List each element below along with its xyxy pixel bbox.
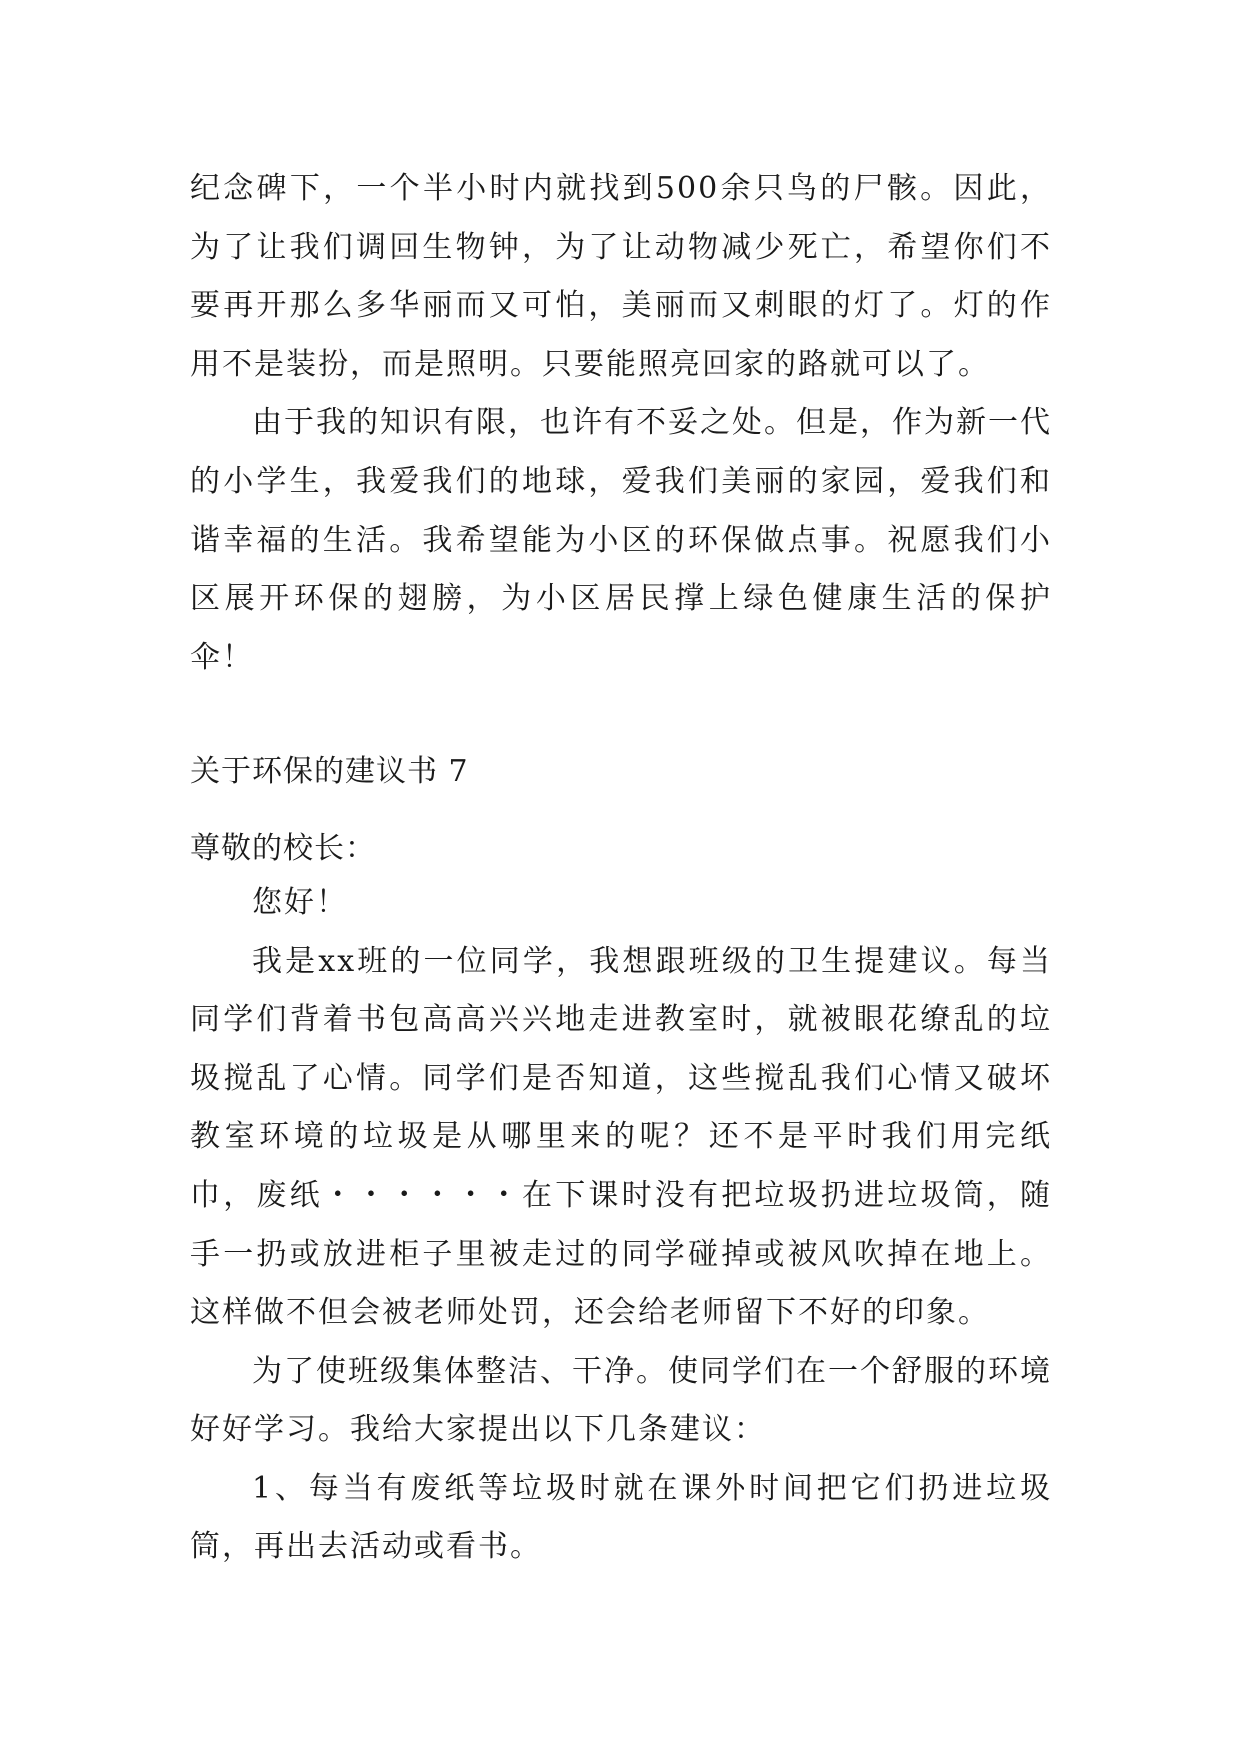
letter-paragraph-1: 我是xx班的一位同学，我想跟班级的卫生提建议。每当同学们背着书包高高兴兴地走进教室时，就被眼花缭乱的垃圾搅乱了心情。同学们是否知道，这些搅乱我们心情又破坏教室环境的垃圾是从哪里来的呢？还不是平时我们用完纸巾，废纸・・・・・・在下课时没有把垃圾扔进垃圾筒，随手一扔或放进柜子里被走过的同学碰掉或被风吹掉在地上。这样做不但会被老师处罚，还会给老师留下不好的印象。 (190, 943, 1052, 1331)
letter-greeting: 您好！ (252, 884, 348, 920)
section-gap (190, 687, 1052, 746)
previous-letter-paragraph-1: 纪念碑下，一个半小时内就找到500余只鸟的尸骸。因此，为了让我们调回生物钟，为了让动物减少死亡，希望你们不要再开那么多华丽而又可怕，美丽而又刺眼的灯了。灯的作用不是装扮，而是照明。只要能照亮回家的路就可以了。 (190, 171, 1052, 382)
letter-paragraph-2: 为了使班级集体整洁、干净。使同学们在一个舒服的环境好好学习。我给大家提出以下几条建议： (190, 1353, 1052, 1448)
letter-title: 关于环保的建议书 7 (190, 753, 469, 789)
letter-salutation: 尊敬的校长： (190, 830, 376, 866)
document-body (190, 160, 1052, 1577)
letter-paragraph-3: 1、每当有废纸等垃圾时就在课外时间把它们扔进垃圾筒，再出去活动或看书。 (190, 1470, 1052, 1565)
previous-letter-paragraph-2: 由于我的知识有限，也许有不妥之处。但是，作为新一代的小学生，我爱我们的地球，爱我们美丽的家园，爱我们和谐幸福的生活。我希望能为小区的环保做点事。祝愿我们小区展开环保的翅膀，为小区居民撑上绿色健康生活的保护伞！ (190, 405, 1052, 675)
